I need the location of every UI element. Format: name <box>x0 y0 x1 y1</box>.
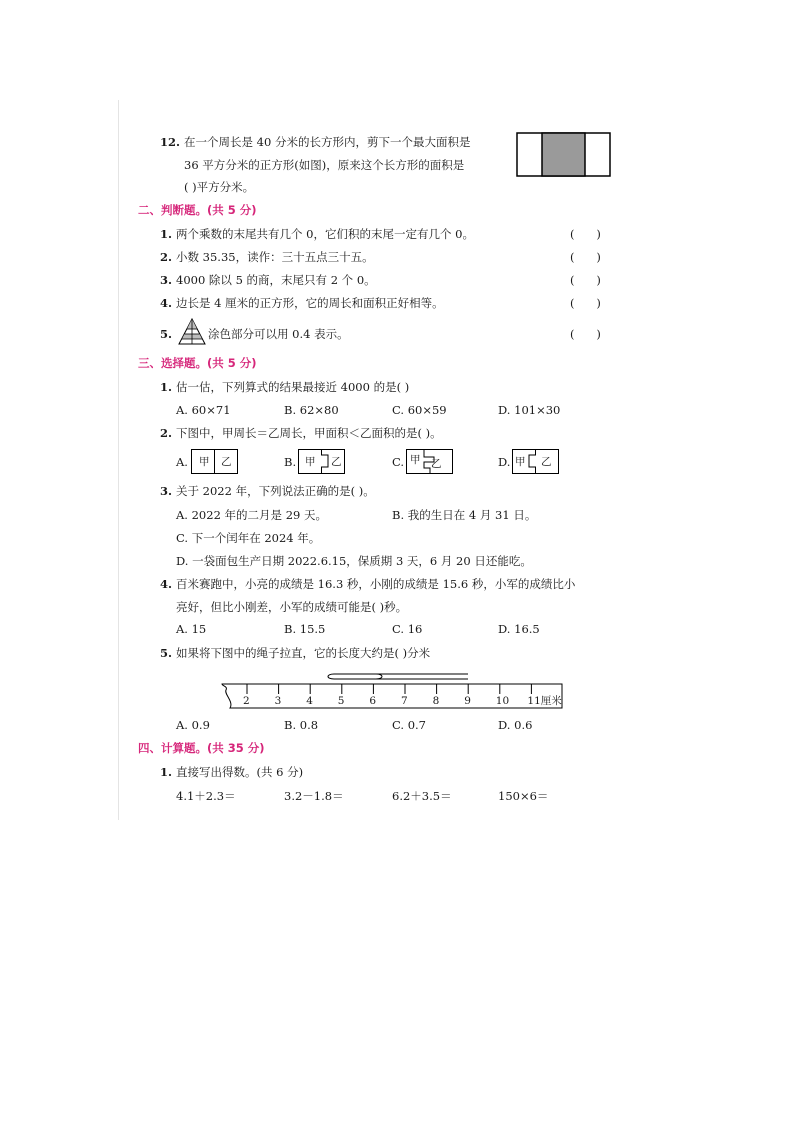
section3-title: 三、选择题。(共 5 分) <box>138 356 257 370</box>
ruler-tick-label: 10 <box>495 695 510 707</box>
choice-5-option-a[interactable]: A. 0.9 <box>176 718 210 732</box>
rectangle-square-figure <box>516 132 612 178</box>
judge-4-number: 4. <box>160 296 173 310</box>
choice-1-option-d[interactable]: D. 101×30 <box>498 403 561 417</box>
choice-2-b-yi-label: 乙 <box>331 456 342 468</box>
ruler-tick-label: 6 <box>369 695 377 707</box>
ruler-tick-label: 11厘米 <box>527 695 562 707</box>
choice-1-number: 1. <box>160 380 173 394</box>
q12-line2: 36 平方分米的正方形(如图)，原来这个长方形的面积是 <box>184 158 465 172</box>
choice-2-text: 下图中，甲周长＝乙周长，甲面积＜乙面积的是( )。 <box>176 426 442 440</box>
judge-4-answer-paren[interactable]: ( ) <box>570 296 601 310</box>
judge-5-text: 涂色部分可以用 0.4 表示。 <box>208 327 349 341</box>
calc-item-1[interactable]: 4.1＋2.3＝ <box>176 789 236 803</box>
ruler-labels <box>216 694 566 708</box>
judge-2-text: 小数 35.35，读作：三十五点三十五。 <box>176 250 374 264</box>
page-edge-line <box>118 100 119 820</box>
calc-item-2[interactable]: 3.2－1.8＝ <box>284 789 344 803</box>
triangle-shaded-figure <box>178 318 206 346</box>
judge-1-text: 两个乘数的末尾共有几个 0，它们积的末尾一定有几个 0。 <box>176 227 474 241</box>
ruler-tick-label: 7 <box>401 695 408 707</box>
calc-1-text: 直接写出得数。(共 6 分) <box>176 765 304 779</box>
judge-3-text: 4000 除以 5 的商，末尾只有 2 个 0。 <box>176 273 376 287</box>
choice-5-option-b[interactable]: B. 0.8 <box>284 718 319 732</box>
choice-4-number: 4. <box>160 577 173 591</box>
choice-2-option-b-letter[interactable]: B. <box>284 455 297 469</box>
choice-2-option-a-letter[interactable]: A. <box>176 455 188 469</box>
calc-item-3[interactable]: 6.2＋3.5＝ <box>392 789 452 803</box>
section4-title: 四、计算题。(共 35 分) <box>138 741 265 755</box>
judge-5-answer-paren[interactable]: ( ) <box>570 327 601 341</box>
choice-3-number: 3. <box>160 484 173 498</box>
choice-4-option-d[interactable]: D. 16.5 <box>498 622 540 636</box>
ruler-tick-label: 5 <box>337 695 345 707</box>
judge-1-answer-paren[interactable]: ( ) <box>570 227 601 241</box>
choice-3-option-a[interactable]: A. 2022 年的二月是 29 天。 <box>176 508 327 522</box>
judge-2-number: 2. <box>160 250 173 264</box>
ruler-tick-label: 8 <box>432 695 440 707</box>
choice-1-text: 估一估，下列算式的结果最接近 4000 的是( ) <box>176 380 410 394</box>
choice-2-c-jia-label: 甲 <box>410 454 421 466</box>
choice-4-line1: 百米赛跑中，小亮的成绩是 16.3 秒，小刚的成绩是 15.6 秒，小军的成绩比小 <box>176 577 576 591</box>
choice-2-option-c-letter[interactable]: C. <box>392 455 405 469</box>
choice-1-option-a[interactable]: A. 60×71 <box>176 403 231 417</box>
rope <box>328 674 468 679</box>
ruler-tick-label: 9 <box>464 695 471 707</box>
ruler-tick-label: 2 <box>243 695 250 707</box>
choice-5-option-d[interactable]: D. 0.6 <box>498 718 533 732</box>
choice-2-a-jia-label: 甲 <box>199 456 210 468</box>
q12-number: 12. <box>160 135 181 149</box>
calc-item-4[interactable]: 150×6＝ <box>498 789 549 803</box>
section2-title: 二、判断题。(共 5 分) <box>138 203 257 217</box>
choice-2-number: 2. <box>160 426 173 440</box>
choice-2-d-jia-label: 甲 <box>515 456 526 468</box>
q12-line3: ( )平方分米。 <box>184 180 255 194</box>
choice-4-option-c[interactable]: C. 16 <box>392 622 423 636</box>
choice-4-option-a[interactable]: A. 15 <box>176 622 207 636</box>
choice-2-option-d-letter[interactable]: D. <box>498 455 511 469</box>
judge-3-number: 3. <box>160 273 173 287</box>
judge-4-text: 边长是 4 厘米的正方形，它的周长和面积正好相等。 <box>176 296 444 310</box>
choice-2-a-yi-label: 乙 <box>221 456 232 468</box>
choice-2-c-yi-label: 乙 <box>431 458 442 470</box>
choice-5-option-c[interactable]: C. 0.7 <box>392 718 426 732</box>
judge-2-answer-paren[interactable]: ( ) <box>570 250 601 264</box>
choice-2-d-yi-label: 乙 <box>541 456 552 468</box>
judge-1-number: 1. <box>160 227 173 241</box>
choice-5-text: 如果将下图中的绳子拉直，它的长度大约是( )分米 <box>176 646 431 660</box>
ruler-tick-label: 4 <box>306 695 313 707</box>
judge-3-answer-paren[interactable]: ( ) <box>570 273 601 287</box>
choice-4-option-b[interactable]: B. 15.5 <box>284 622 326 636</box>
choice-3-option-b[interactable]: B. 我的生日在 4 月 31 日。 <box>392 508 537 522</box>
choice-5-number: 5. <box>160 646 173 660</box>
choice-1-option-b[interactable]: B. 62×80 <box>284 403 339 417</box>
judge-5-number: 5. <box>160 327 173 341</box>
choice-1-option-c[interactable]: C. 60×59 <box>392 403 447 417</box>
choice-3-option-d[interactable]: D. 一袋面包生产日期 2022.6.15，保质期 3 天，6 月 20 日还能吃。 <box>176 554 532 568</box>
ruler-tick-label: 3 <box>274 695 282 707</box>
choice-2-b-jia-label: 甲 <box>305 456 316 468</box>
calc-1-number: 1. <box>160 765 173 779</box>
choice-3-option-c[interactable]: C. 下一个闰年在 2024 年。 <box>176 531 321 545</box>
q12-line1: 在一个周长是 40 分米的长方形内，剪下一个最大面积是 <box>184 135 471 149</box>
choice-3-text: 关于 2022 年，下列说法正确的是( )。 <box>176 484 375 498</box>
choice-4-line2: 亮好，但比小刚差，小军的成绩可能是( )秒。 <box>176 600 408 614</box>
